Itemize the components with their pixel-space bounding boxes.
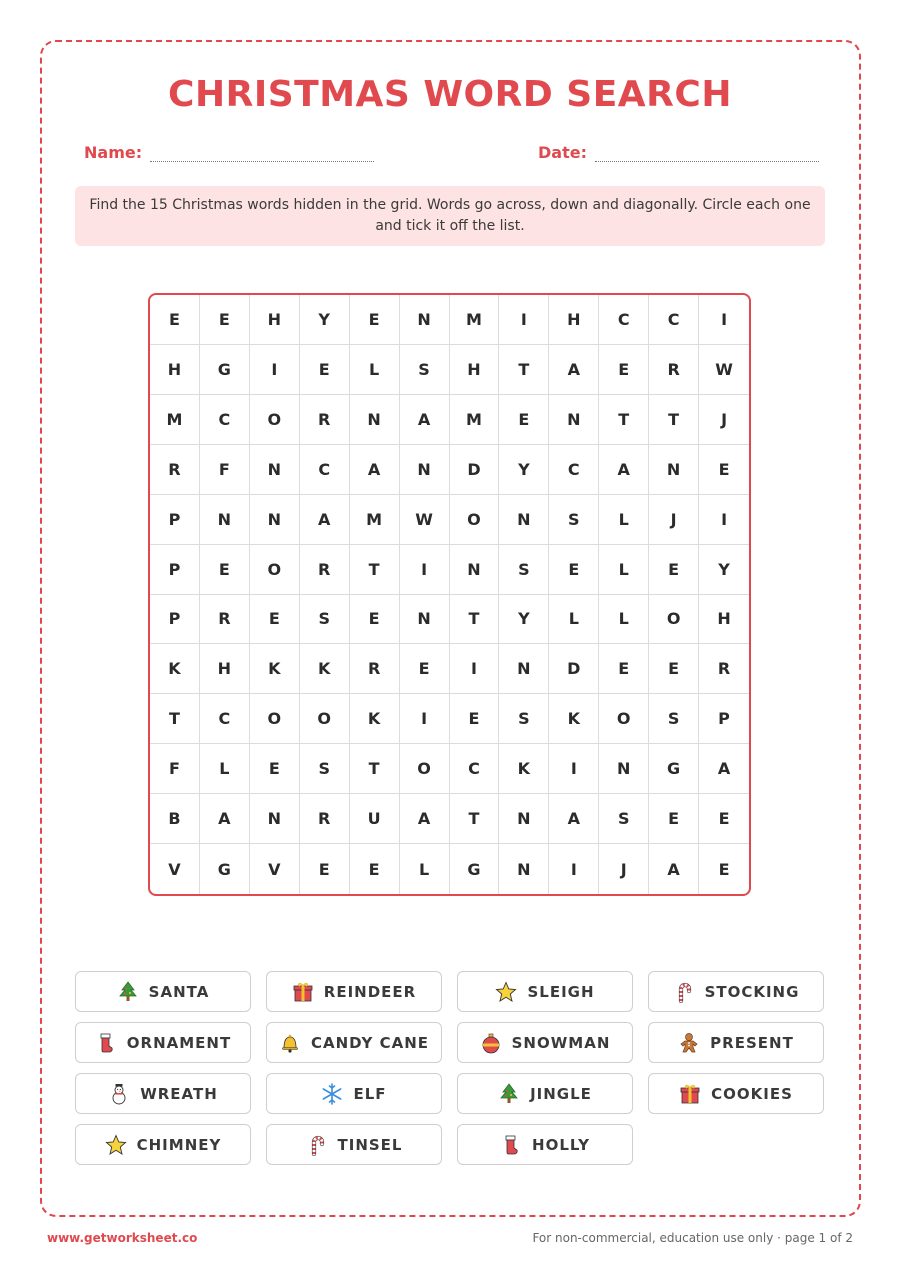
word-label: CHIMNEY [136, 1135, 222, 1154]
grid-cell[interactable]: K [350, 694, 400, 744]
grid-cell[interactable]: H [699, 595, 749, 645]
grid-cell[interactable]: T [450, 595, 500, 645]
grid-cell[interactable]: T [450, 794, 500, 844]
grid-cell[interactable]: V [150, 844, 200, 894]
word-label: JINGLE [530, 1084, 592, 1103]
grid-cell[interactable]: K [150, 644, 200, 694]
word-search-grid[interactable] [148, 293, 751, 896]
grid-cell[interactable]: E [200, 295, 250, 345]
page-title: CHRISTMAS WORD SEARCH [168, 74, 732, 115]
grid-cell[interactable]: E [350, 595, 400, 645]
grid-cell[interactable]: E [250, 744, 300, 794]
gift-icon [679, 1083, 701, 1105]
grid-cell[interactable]: L [400, 844, 450, 894]
word-label: WREATH [140, 1084, 218, 1103]
grid-cell[interactable]: E [450, 694, 500, 744]
grid-cell[interactable]: G [649, 744, 699, 794]
grid-cell[interactable]: H [150, 345, 200, 395]
star-icon [495, 981, 517, 1003]
grid-cell[interactable]: O [250, 395, 300, 445]
grid-cell[interactable]: R [300, 395, 350, 445]
word-card-snowman[interactable] [457, 1022, 633, 1063]
grid-cell[interactable]: N [450, 545, 500, 595]
grid-cell[interactable]: S [499, 545, 549, 595]
grid-cell[interactable]: M [350, 495, 400, 545]
grid-cell[interactable]: E [350, 844, 400, 894]
gift-icon [292, 981, 314, 1003]
bell-icon [279, 1032, 301, 1054]
grid-cell[interactable]: P [150, 545, 200, 595]
word-label: TINSEL [337, 1135, 403, 1154]
grid-cell[interactable]: P [150, 495, 200, 545]
name-field [84, 143, 374, 162]
ornament-icon [480, 1032, 502, 1054]
grid-cell[interactable]: E [699, 445, 749, 495]
grid-cell[interactable]: I [400, 694, 450, 744]
grid-cell[interactable]: E [718, 859, 730, 879]
grid-cell[interactable]: A [549, 794, 599, 844]
grid-cell[interactable]: D [450, 445, 500, 495]
word-card-wreath[interactable] [75, 1073, 251, 1114]
grid-cell[interactable]: A [649, 844, 699, 894]
grid-cell[interactable]: P [150, 595, 200, 645]
grid-cell[interactable]: A [699, 744, 749, 794]
grid-cell[interactable]: N [499, 495, 549, 545]
word-card-cookies[interactable] [648, 1073, 824, 1114]
grid-cell[interactable]: L [200, 744, 250, 794]
grid-cell[interactable]: E [400, 644, 450, 694]
grid-cell[interactable]: O [250, 545, 300, 595]
grid-cell[interactable]: S [549, 495, 599, 545]
grid-cell[interactable]: E [200, 545, 250, 595]
grid-cell[interactable]: T [150, 694, 200, 744]
grid-cell[interactable]: L [350, 345, 400, 395]
grid-cell[interactable]: E [599, 644, 649, 694]
grid-cell[interactable]: J [699, 395, 749, 445]
grid-cell[interactable]: O [649, 595, 699, 645]
grid-cell[interactable]: N [250, 794, 300, 844]
grid-cell[interactable]: N [200, 495, 250, 545]
word-card-santa[interactable] [75, 971, 251, 1012]
grid-cell[interactable]: U [350, 794, 400, 844]
date-field [538, 143, 819, 162]
grid-cell[interactable]: O [450, 495, 500, 545]
name-label: Name: [84, 143, 143, 162]
grid-cell[interactable]: G [200, 844, 250, 894]
word-label: SLEIGH [527, 982, 595, 1001]
grid-cell[interactable]: L [549, 595, 599, 645]
grid-cell[interactable]: C [549, 445, 599, 495]
grid-cell[interactable]: O [250, 694, 300, 744]
grid-cell[interactable]: A [400, 794, 450, 844]
grid-cell[interactable]: J [599, 844, 649, 894]
grid-cell[interactable]: K [499, 744, 549, 794]
stocking-icon [500, 1134, 522, 1156]
grid-cell[interactable]: E [649, 794, 699, 844]
grid-cell[interactable]: N [599, 744, 649, 794]
grid-cell[interactable]: M [450, 395, 500, 445]
snowflake-icon [321, 1083, 343, 1105]
grid-cell[interactable]: T [350, 545, 400, 595]
word-label: HOLLY [532, 1135, 590, 1154]
word-card-tinsel[interactable] [266, 1124, 442, 1165]
grid-cell[interactable]: R [350, 644, 400, 694]
grid-cell[interactable]: O [599, 694, 649, 744]
grid-cell[interactable]: N [499, 844, 549, 894]
stocking-icon [95, 1032, 117, 1054]
grid-cell[interactable]: T [599, 395, 649, 445]
grid-cell[interactable]: H [250, 295, 300, 345]
grid-cell[interactable]: N [400, 295, 450, 345]
grid-cell[interactable]: V [250, 844, 300, 894]
grid-cell[interactable]: J [649, 495, 699, 545]
grid-cell[interactable]: O [400, 744, 450, 794]
word-card-chimney[interactable] [75, 1124, 251, 1165]
star-icon [105, 1134, 127, 1156]
grid-cell[interactable]: Y [699, 545, 749, 595]
word-label: SANTA [148, 982, 210, 1001]
grid-cell[interactable]: F [150, 744, 200, 794]
word-label: CANDY CANE [310, 1033, 430, 1052]
word-label: COOKIES [711, 1084, 793, 1103]
grid-cell[interactable]: M [450, 295, 500, 345]
tree-icon [498, 1083, 520, 1105]
grid-cell[interactable]: S [300, 595, 350, 645]
grid-cell[interactable]: C [649, 295, 699, 345]
grid-cell[interactable]: S [599, 794, 649, 844]
word-label: ORNAMENT [126, 1033, 232, 1052]
grid-cell[interactable]: E [599, 345, 649, 395]
grid-cell[interactable]: K [250, 644, 300, 694]
grid-cell[interactable]: I [549, 744, 599, 794]
grid-cell[interactable]: L [599, 495, 649, 545]
date-line[interactable] [595, 148, 819, 162]
footer-website: www.getworksheet.co [47, 1231, 198, 1245]
grid-cell[interactable]: C [300, 445, 350, 495]
grid-cell[interactable]: E [499, 395, 549, 445]
grid-cell[interactable]: I [499, 295, 549, 345]
grid-cell[interactable]: E [300, 844, 350, 894]
grid-cell[interactable]: H [549, 295, 599, 345]
grid-cell[interactable]: Y [499, 595, 549, 645]
word-card-stocking[interactable] [648, 971, 824, 1012]
grid-cell[interactable]: H [450, 345, 500, 395]
grid-cell[interactable]: N [499, 644, 549, 694]
word-label: STOCKING [704, 982, 800, 1001]
grid-cell[interactable]: I [250, 345, 300, 395]
grid-cell[interactable]: C [450, 744, 500, 794]
word-card-sleigh[interactable] [457, 971, 633, 1012]
grid-cell[interactable]: B [150, 794, 200, 844]
grid-cell[interactable]: P [699, 694, 749, 744]
grid-cell[interactable]: N [350, 395, 400, 445]
grid-cell[interactable]: K [549, 694, 599, 744]
grid-cell[interactable]: E [350, 295, 400, 345]
grid-cell[interactable]: E [649, 545, 699, 595]
candy-cane-icon [306, 1134, 328, 1156]
grid-cell[interactable]: A [549, 345, 599, 395]
footer-note: For non-commercial, education use only · page 1 of 2 [532, 1231, 853, 1245]
word-card-reindeer[interactable] [266, 971, 442, 1012]
grid-cell[interactable]: I [450, 644, 500, 694]
tree-icon [117, 981, 139, 1003]
word-label: PRESENT [710, 1033, 794, 1052]
grid-cell[interactable]: E [649, 644, 699, 694]
grid-cell[interactable]: S [300, 744, 350, 794]
word-card-ornament[interactable] [75, 1022, 251, 1063]
grid-cell[interactable]: N [250, 495, 300, 545]
grid-cell[interactable]: R [150, 445, 200, 495]
word-label: ELF [353, 1084, 387, 1103]
grid-cell[interactable]: E [300, 345, 350, 395]
grid-cell[interactable]: A [350, 445, 400, 495]
grid-cell[interactable]: E [150, 295, 200, 345]
gingerbread-icon [678, 1032, 700, 1054]
grid-cell[interactable]: E [250, 595, 300, 645]
word-card-holly[interactable] [457, 1124, 633, 1165]
grid-cell[interactable]: I [699, 495, 749, 545]
grid-cell[interactable]: S [400, 345, 450, 395]
word-label: SNOWMAN [511, 1033, 611, 1052]
grid-cell[interactable]: N [499, 794, 549, 844]
grid-cell[interactable]: L [599, 595, 649, 645]
grid-cell[interactable]: N [400, 595, 450, 645]
grid-cell[interactable]: K [300, 644, 350, 694]
grid-cell[interactable]: M [150, 395, 200, 445]
word-card-elf[interactable] [266, 1073, 442, 1114]
grid-cell[interactable]: I [699, 295, 749, 345]
grid-cell[interactable]: W [699, 345, 749, 395]
grid-cell[interactable]: A [300, 495, 350, 545]
grid-cell[interactable]: W [400, 495, 450, 545]
grid-cell[interactable]: I [549, 844, 599, 894]
grid-cell[interactable]: T [649, 395, 699, 445]
grid-cell[interactable]: C [599, 295, 649, 345]
word-list [75, 971, 825, 1165]
grid-cell[interactable]: C [200, 395, 250, 445]
grid-cell[interactable]: Y [499, 445, 549, 495]
grid-cell[interactable]: S [649, 694, 699, 744]
grid-cell[interactable]: G [200, 345, 250, 395]
grid-cell[interactable]: H [200, 644, 250, 694]
grid-cell[interactable]: S [499, 694, 549, 744]
grid-cell[interactable]: R [300, 545, 350, 595]
word-card-jingle[interactable] [457, 1073, 633, 1114]
grid-cell[interactable]: G [450, 844, 500, 894]
grid-cell[interactable]: N [250, 445, 300, 495]
grid-cell[interactable]: L [599, 545, 649, 595]
grid-cell[interactable]: R [699, 644, 749, 694]
snowman-icon [108, 1083, 130, 1105]
grid-cell[interactable]: R [200, 595, 250, 645]
grid-cell[interactable]: T [350, 744, 400, 794]
grid-cell[interactable]: E [549, 545, 599, 595]
grid-cell[interactable]: O [300, 694, 350, 744]
grid-cell[interactable]: C [200, 694, 250, 744]
grid-cell[interactable]: D [549, 644, 599, 694]
grid-cell[interactable]: A [599, 445, 649, 495]
word-card-present[interactable] [648, 1022, 824, 1063]
grid-cell[interactable]: E [699, 794, 749, 844]
word-label: REINDEER [323, 982, 417, 1001]
grid-cell[interactable]: Y [300, 295, 350, 345]
grid-cell[interactable]: A [200, 794, 250, 844]
grid-cell[interactable]: F [200, 445, 250, 495]
grid-cell[interactable]: N [649, 445, 699, 495]
grid-cell[interactable]: R [300, 794, 350, 844]
word-card-candy-cane[interactable] [266, 1022, 442, 1063]
grid-cell[interactable]: A [400, 395, 450, 445]
grid-cell[interactable]: N [549, 395, 599, 445]
candy-cane-icon [673, 981, 695, 1003]
date-label: Date: [538, 143, 587, 162]
instructions-box: Find the 15 Christmas words hidden in the grid. Words go across, down and diagonally. Circle each one and tick it off the list. [75, 186, 825, 246]
grid-cell[interactable]: N [400, 445, 450, 495]
name-line[interactable] [150, 148, 374, 162]
grid-cell[interactable]: T [499, 345, 549, 395]
grid-cell[interactable]: R [649, 345, 699, 395]
grid-cell[interactable]: I [400, 545, 450, 595]
